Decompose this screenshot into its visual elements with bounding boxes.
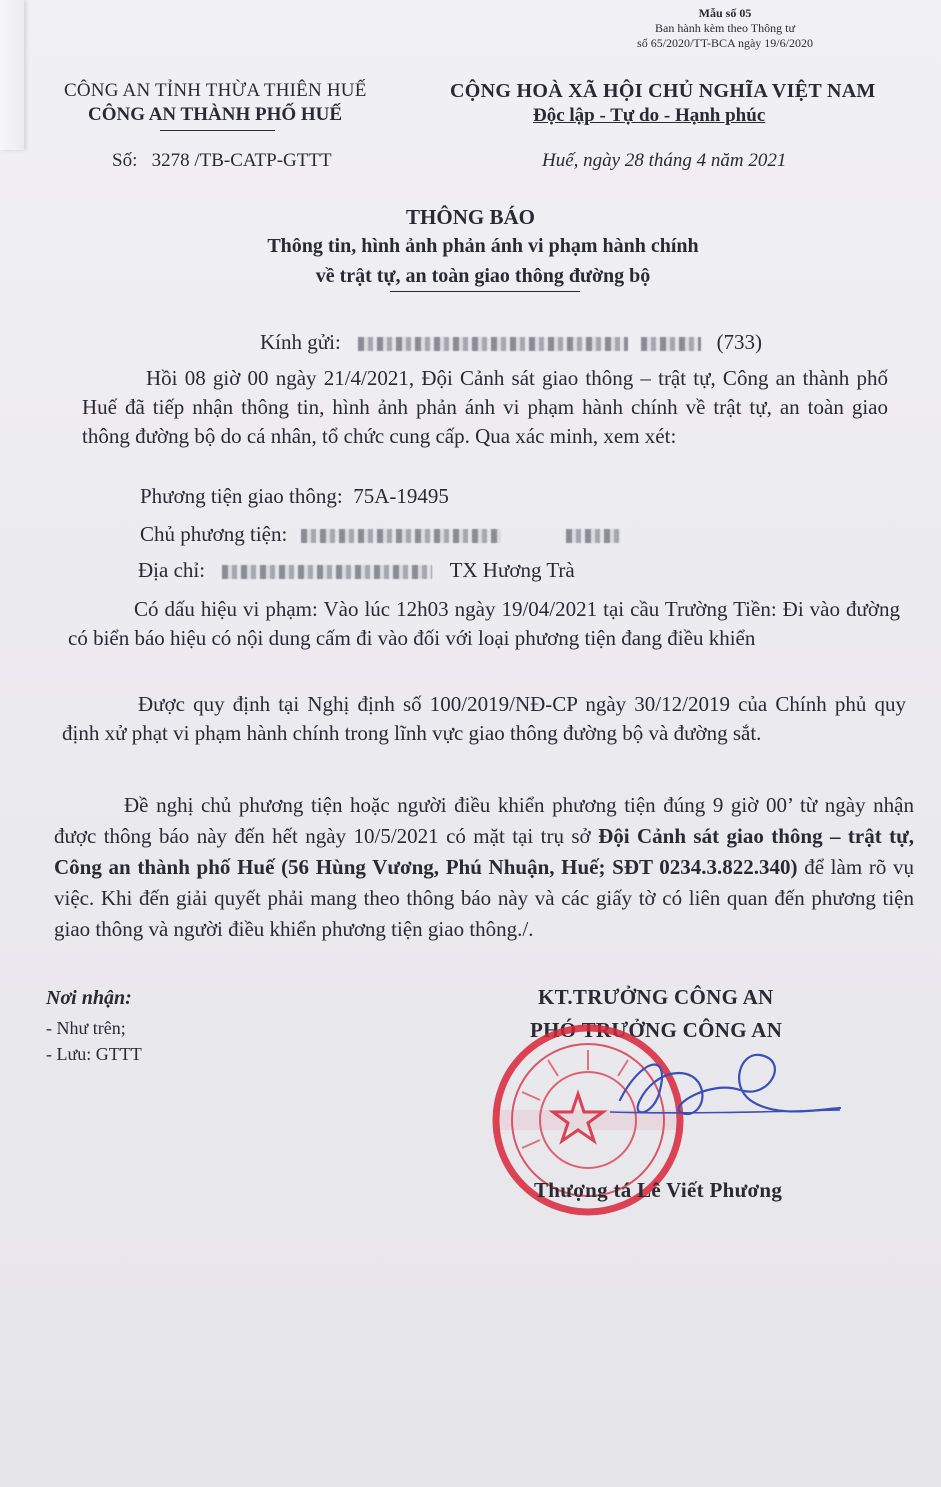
vehicle-label: Phương tiện giao thông:: [140, 484, 343, 508]
signature-role-2: PHÓ TRƯỞNG CÔNG AN: [530, 1018, 783, 1042]
recipients-heading: Nơi nhận:: [46, 987, 132, 1009]
owner-line: [140, 520, 621, 549]
vehicle-plate: 75A-19495: [353, 484, 449, 508]
paragraph-violation: Có dấu hiệu vi phạm: Vào lúc 12h03 ngày 19/04/2021 tại cầu Trường Tiền: Đi vào đường có biển báo hiệu có nội dung cấm đi vào đối với loại phương tiện đang điều khiển: [68, 597, 900, 650]
redacted-address: [222, 565, 432, 579]
recipient-item: - Lưu: GTTT: [46, 1044, 142, 1064]
nation-name: CỘNG HOÀ XÃ HỘI CHỦ NGHĨA VIỆT NAM: [450, 80, 876, 102]
issuer-province: CÔNG AN TỈNH THỪA THIÊN HUẾ: [64, 80, 367, 101]
request-office-address: Đội Cảnh sát giao thông – trật tự, Công an thành phố Huế (56 Hùng Vương, Phú Nhuận, Huế; SĐT 0234.3.822.340): [54, 824, 914, 879]
redacted-recipient-name: [358, 337, 628, 351]
page-fold-edge: [0, 0, 24, 150]
owner-label: Chủ phương tiện:: [140, 522, 288, 546]
form-number: Mẫu số 05: [698, 6, 752, 20]
signature-role-1: KT.TRƯỞNG CÔNG AN: [538, 985, 774, 1009]
paragraph-intake: Hồi 08 giờ 00 ngày 21/4/2021, Đội Cảnh sát giao thông – trật tự, Công an thành phố Huế đã tiếp nhận thông tin, hình ảnh phản ánh vi phạm hành chính về trật tự, an toàn giao thông đường bộ do cá nhân, tổ chức cung cấp. Qua xác minh, xem xét:: [82, 366, 888, 448]
nation-motto: Độc lập - Tự do - Hạnh phúc: [533, 105, 766, 126]
vehicle-line: [140, 482, 449, 511]
signer-name: Thượng tá Lê Viết Phương: [534, 1178, 783, 1202]
issue-date: Huế, ngày 28 tháng 4 năm 2021: [542, 150, 787, 171]
address-line: [138, 556, 575, 585]
document-number-value: 3278 /TB-CATP-GTTT: [151, 150, 332, 171]
document-number: [112, 150, 332, 172]
redacted-owner-name: [301, 529, 501, 543]
address-label: Địa chỉ:: [138, 558, 206, 582]
recipient-item: - Như trên;: [46, 1018, 126, 1038]
form-circular-line: Ban hành kèm theo Thông tư: [655, 21, 795, 35]
redacted-recipient-extra: [641, 337, 701, 351]
document-subtitle-line1: Thông tin, hình ảnh phản ánh vi phạm hành chính: [267, 235, 699, 257]
salutation-suffix: (733): [716, 330, 763, 354]
issuer-city: CÔNG AN THÀNH PHỐ HUẾ: [88, 104, 343, 125]
document-subtitle-line2: về trật tự, an toàn giao thông đường bộ: [315, 265, 651, 287]
salutation: [260, 328, 762, 357]
form-number-block: [610, 6, 840, 51]
document-title: THÔNG BÁO: [406, 205, 535, 229]
redacted-owner-extra: [566, 529, 621, 543]
salutation-label: Kính gửi:: [260, 330, 341, 354]
address-suffix: TX Hương Trà: [449, 558, 575, 582]
issuer-underline: [160, 130, 275, 131]
request-text-c: để làm rõ vụ việc. Khi đến giải quyết phải mang theo thông báo này và các giấy tờ có liên quan đến phương tiện giao thông và người điều khiển phương tiện giao thông./.: [54, 855, 914, 941]
title-underline: [390, 291, 580, 292]
request-text-a: Đề nghị chủ phương tiện hoặc người điều khiển phương tiện đúng 9 giờ 00’ từ ngày nhận được thông báo này đến hết ngày 10/5/2021 có mặt tại trụ sở: [54, 793, 914, 848]
handwritten-signature: [600, 1030, 850, 1140]
form-circular-number: số 65/2020/TT-BCA ngày 19/6/2020: [637, 36, 813, 50]
paragraph-request: [54, 790, 914, 945]
paragraph-regulation: Được quy định tại Nghị định số 100/2019/NĐ-CP ngày 30/12/2019 của Chính phủ quy định xử phạt vi phạm hành chính trong lĩnh vực giao thông đường bộ và đường sắt.: [62, 692, 906, 745]
document-number-label: Số:: [112, 150, 138, 171]
